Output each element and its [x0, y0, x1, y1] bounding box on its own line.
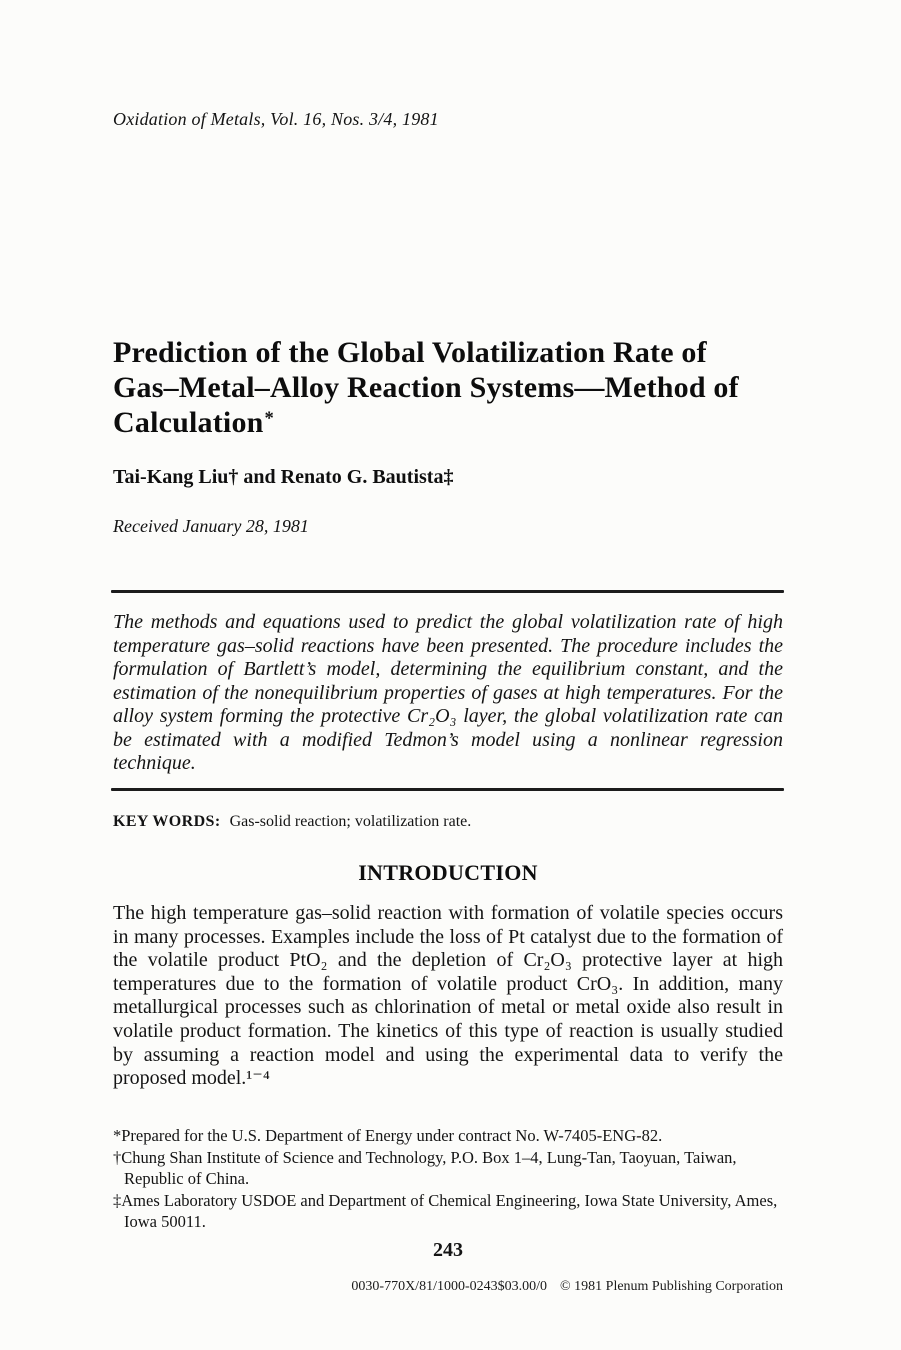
footnotes [113, 1125, 783, 1233]
keywords-text: Gas-solid reaction; volatilization rate. [229, 813, 472, 830]
introduction-heading: INTRODUCTION [358, 860, 538, 885]
footnote-affiliation-2: ‡Ames Laboratory USDOE and Department of Chemical Engineering, Iowa State University, Ames, Iowa 50011. [113, 1190, 778, 1231]
title-line-2: Gas–Metal–Alloy Reaction Systems—Method of [113, 371, 739, 404]
horizontal-rule-bottom [111, 788, 784, 791]
keywords-label: KEY WORDS: [113, 813, 221, 830]
title-line-3: Calculation [113, 406, 264, 439]
journal-reference: Oxidation of Metals, Vol. 16, Nos. 3/4, 1981 [113, 109, 439, 129]
authors-line: Tai-Kang Liu† and Renato G. Bautista‡ [113, 466, 454, 488]
horizontal-rule-top [111, 590, 784, 593]
credit-line [113, 1279, 783, 1295]
copyright-notice: © 1981 Plenum Publishing Corporation [560, 1279, 783, 1294]
keywords-line [113, 813, 783, 831]
issn-code: 0030-770X/81/1000-0243$03.00/0 [351, 1279, 548, 1294]
introduction-paragraph: The high temperature gas–solid reaction with formation of volatile species occurs in many processes. Examples include the loss of Pt catalyst due to the formation of the volatile product PtO₂ and the depletion of Cr₂O₃ protective layer at high temperatures due to the formation of volatile product CrO₃. In addition, many metallurgical processes such as chlorination of metal or metal oxide also result in volatile product formation. The kinetics of this type of reaction is usually studied by assuming a reaction model and using the experimental data to verify the proposed model.¹⁻⁴ [113, 902, 783, 1090]
title-footnote-marker: * [264, 408, 275, 430]
abstract: The methods and equations used to predict the global volatilization rate of high temperature gas–solid reactions have been presented. The procedure includes the formulation of Bartlett’s model, determining the equilibrium constant, and the estimation of the nonequilibrium properties of gases at high temperatures. For the alloy system forming the protective Cr₂O₃ layer, the global volatilization rate can be estimated with a modified Tedmon’s model using a nonlinear regression technique. [113, 611, 783, 774]
received-date: Received January 28, 1981 [113, 516, 309, 536]
paper-title [113, 335, 773, 444]
page-number: 243 [433, 1239, 463, 1261]
title-line-1: Prediction of the Global Volatilization Rate of [113, 336, 707, 369]
footnote-affiliation-1: †Chung Shan Institute of Science and Technology, P.O. Box 1–4, Lung-Tan, Taoyuan, Taiwan, Republic of China. [113, 1147, 737, 1188]
footnote-contract: *Prepared for the U.S. Department of Energy under contract No. W-7405-ENG-82. [113, 1126, 663, 1145]
